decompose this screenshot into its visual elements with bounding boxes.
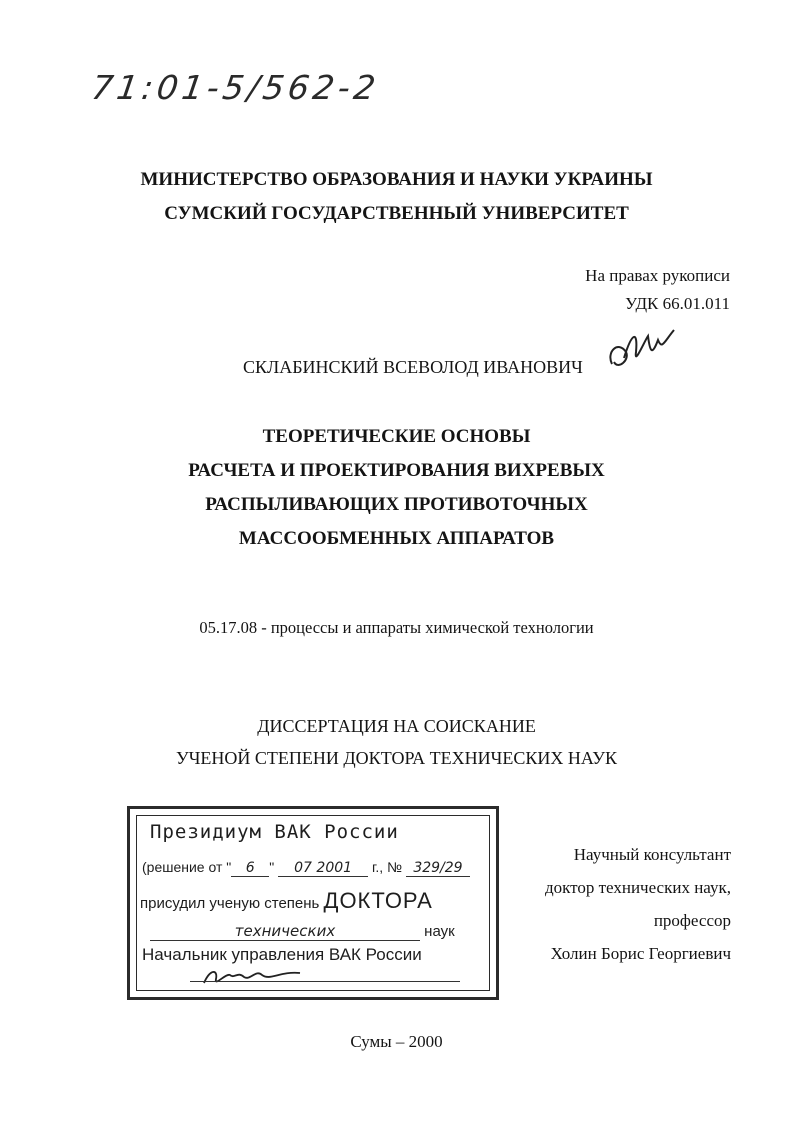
author-name: СКЛАБИНСКИЙ ВСЕВОЛОД ИВАНОВИЧ — [243, 357, 583, 377]
degree-statement — [0, 710, 793, 774]
ministry-name: МИНИСТЕРСТВО ОБРАЗОВАНИЯ И НАУКИ УКРАИНЫ — [140, 169, 653, 190]
consultant-label: Научный консультант — [573, 845, 731, 864]
stamp-chief: Начальник управления ВАК России — [142, 945, 422, 964]
stamp-day: 6 — [231, 860, 269, 877]
city-year: Сумы – 2000 — [350, 1032, 443, 1051]
stamp-header: Президиум ВАК России — [150, 821, 399, 843]
degree-line-1: ДИССЕРТАЦИЯ НА СОИСКАНИЕ — [257, 716, 536, 736]
stamp-award — [140, 888, 433, 914]
university-name: СУМСКИЙ ГОСУДАРСТВЕННЫЙ УНИВЕРСИТЕТ — [164, 203, 629, 224]
stamp-decision-prefix: (решение от — [142, 859, 223, 875]
specialty-code: 05.17.08 - процессы и аппараты химической технологии — [199, 618, 594, 637]
manuscript-rights — [585, 262, 730, 318]
manuscript-label: На правах рукописи — [585, 266, 730, 285]
consultant-name: Холин Борис Георгиевич — [550, 944, 731, 963]
signature-icon — [604, 322, 684, 382]
scientific-consultant — [545, 838, 731, 970]
degree-line-2: УЧЕНОЙ СТЕПЕНИ ДОКТОРА ТЕХНИЧЕСКИХ НАУК — [175, 748, 618, 768]
consultant-rank: профессор — [653, 911, 731, 930]
stamp-field — [150, 922, 455, 941]
stamp-decision: (решение от " 6 " 07 2001 г., № 329/29 — [142, 859, 470, 877]
stamp-month-year: 07 2001 — [278, 860, 368, 877]
udk-code: УДК 66.01.011 — [625, 294, 730, 313]
stamp-signature-icon — [200, 965, 320, 989]
title-line: ТЕОРЕТИЧЕСКИЕ ОСНОВЫ — [262, 426, 531, 447]
consultant-degree: доктор технических наук, — [544, 878, 731, 897]
institution-header — [0, 163, 793, 231]
stamp-signature-line — [190, 981, 460, 982]
stamp-year-suffix: г., № — [371, 859, 403, 875]
archive-number: 71:01-5/562-2 — [89, 68, 382, 107]
title-line: РАСЧЕТА И ПРОЕКТИРОВАНИЯ ВИХРЕВЫХ — [188, 460, 605, 481]
stamp-degree: ДОКТОРА — [323, 888, 433, 913]
stamp-number: 329/29 — [406, 860, 470, 877]
dissertation-title — [0, 420, 793, 556]
stamp-award-text: присудил ученую степень — [140, 895, 320, 912]
stamp-field-value: технических — [150, 922, 420, 941]
stamp-field-suffix: наук — [424, 923, 455, 940]
vak-stamp — [127, 806, 499, 1000]
title-line: РАСПЫЛИВАЮЩИХ ПРОТИВОТОЧНЫХ — [205, 494, 588, 515]
title-line: МАССООБМЕННЫХ АППАРАТОВ — [238, 528, 555, 549]
